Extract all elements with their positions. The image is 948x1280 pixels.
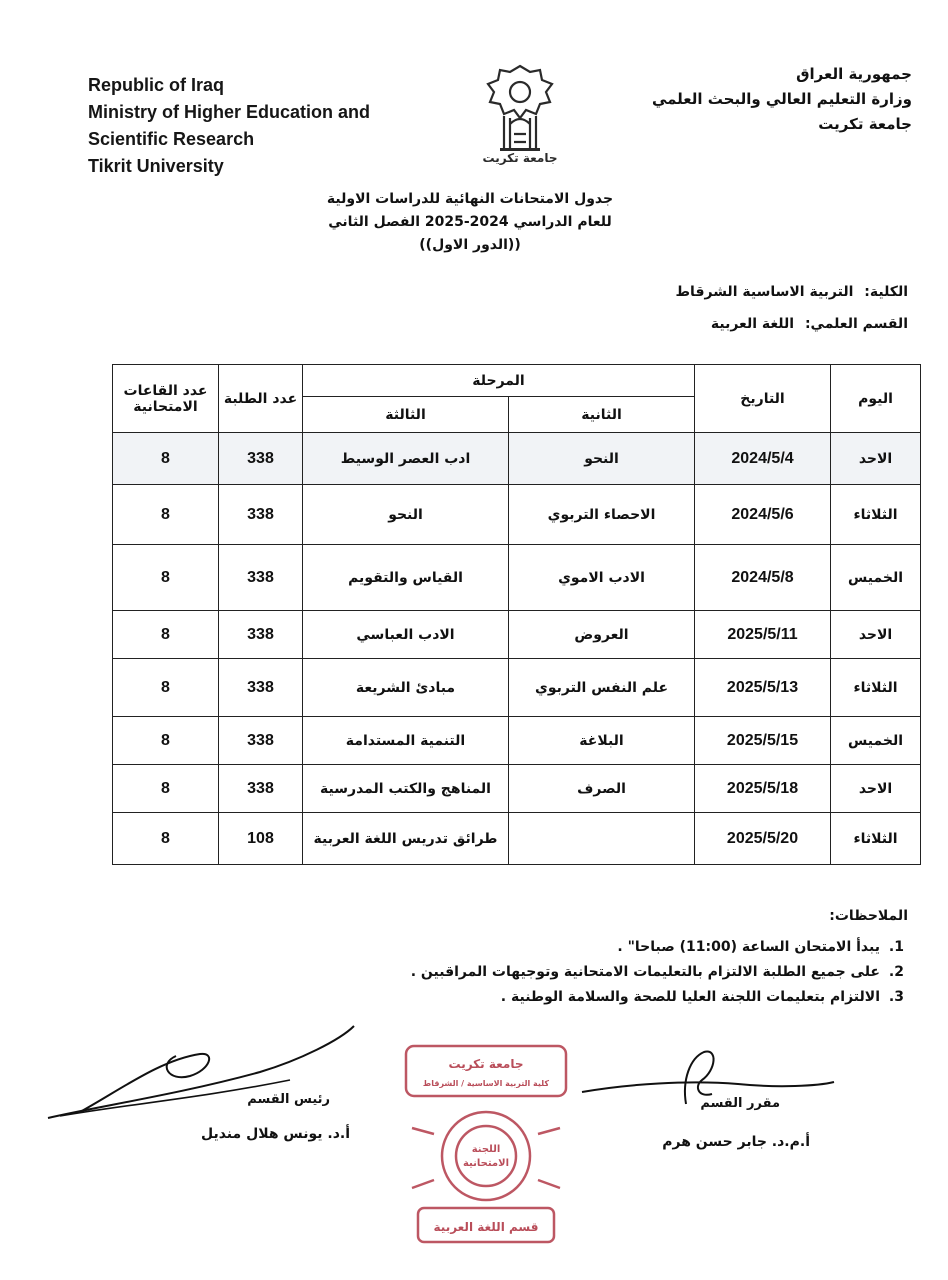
cell-students: 338 — [219, 717, 303, 765]
title-line-3: ((الدور الاول)) — [419, 237, 521, 253]
english-header-line-3: Scientific Research — [88, 129, 255, 149]
head-name: أ.د. يونس هلال منديل — [200, 1126, 350, 1142]
rapporteur-signature-scribble — [578, 1044, 838, 1124]
title-line-2: للعام الدراسي 2024-2025 الفصل الثاني — [328, 214, 612, 230]
cell-date: 2024/5/4 — [695, 433, 831, 485]
header-day: اليوم — [831, 365, 921, 433]
cell-third-stage: القياس والتقويم — [303, 545, 509, 611]
cell-halls: 8 — [113, 765, 219, 813]
stamp-text-1: جامعة تكريت — [448, 1057, 524, 1071]
english-header-line-4: Tikrit University — [88, 156, 224, 176]
college-value: التربية الاساسية الشرقاط — [675, 284, 854, 300]
rapporteur-title: مقرر القسم — [700, 1096, 780, 1111]
cell-halls: 8 — [113, 545, 219, 611]
document-title — [300, 188, 640, 257]
cell-date: 2025/5/20 — [695, 813, 831, 865]
cell-second-stage: علم النفس التربوي — [509, 659, 695, 717]
head-signature-scribble — [40, 1020, 360, 1124]
table-row — [113, 433, 921, 485]
cell-date: 2024/5/6 — [695, 485, 831, 545]
cell-day: الخميس — [831, 717, 921, 765]
cell-day: الاحد — [831, 433, 921, 485]
cell-second-stage: الادب الاموي — [509, 545, 695, 611]
cell-date: 2025/5/18 — [695, 765, 831, 813]
university-logo — [470, 58, 570, 168]
cell-halls: 8 — [113, 717, 219, 765]
cell-halls: 8 — [113, 433, 219, 485]
arabic-header — [652, 62, 912, 137]
department-label: القسم العلمي: — [804, 316, 908, 332]
header-halls: عدد القاعات الامتحانية — [113, 365, 219, 433]
arabic-header-line-3: جامعة تكريت — [818, 115, 912, 133]
cell-third-stage: الادب العباسي — [303, 611, 509, 659]
table-row — [113, 485, 921, 545]
title-line-1: جدول الامتحانات النهائية للدراسات الاولية — [326, 191, 614, 207]
cell-date: 2024/5/8 — [695, 545, 831, 611]
cell-third-stage: التنمية المستدامة — [303, 717, 509, 765]
stamp-text-5: قسم اللغة العربية — [433, 1220, 539, 1234]
cell-halls: 8 — [113, 659, 219, 717]
cell-date: 2025/5/11 — [695, 611, 831, 659]
cell-students: 338 — [219, 545, 303, 611]
cell-halls: 8 — [113, 485, 219, 545]
cell-third-stage: ادب العصر الوسيط — [303, 433, 509, 485]
cell-day: الاحد — [831, 765, 921, 813]
header-stage: المرحلة — [303, 365, 695, 397]
stamp-text-3: اللجنة — [471, 1144, 501, 1155]
english-header-line-2: Ministry of Higher Education and — [88, 102, 371, 122]
header-students: عدد الطلبة — [219, 365, 303, 433]
logo-text: جامعة تكريت — [482, 151, 558, 165]
cell-second-stage: البلاغة — [509, 717, 695, 765]
department-value: اللغة العربية — [710, 316, 795, 332]
header-date: التاريخ — [695, 365, 831, 433]
cell-second-stage — [509, 813, 695, 865]
notes-section — [88, 904, 908, 1010]
cell-day: الثلاثاء — [831, 659, 921, 717]
cell-halls: 8 — [113, 611, 219, 659]
stamp-text-2: كلية التربية الاساسية / الشرقاط — [422, 1079, 550, 1088]
exam-schedule-table — [112, 364, 921, 865]
arabic-header-line-1: جمهورية العراق — [796, 65, 912, 83]
note-item-2: 2. على جميع الطلبة الالتزام بالتعليمات الامتحانية وتوجيهات المراقبين . — [88, 960, 884, 985]
table-row — [113, 765, 921, 813]
english-header — [88, 72, 370, 180]
table-row — [113, 545, 921, 611]
cell-third-stage: المناهج والكتب المدرسية — [303, 765, 509, 813]
note-item-1: 1. يبدأ الامتحان الساعة (11:00) صباحا" . — [88, 935, 884, 960]
cell-date: 2025/5/13 — [695, 659, 831, 717]
stamp-text-4: الامتحانية — [462, 1158, 510, 1169]
header-second-stage: الثانية — [509, 397, 695, 433]
notes-title: الملاحظات: — [829, 908, 908, 924]
cell-students: 338 — [219, 611, 303, 659]
department-line — [711, 316, 908, 332]
cell-third-stage: النحو — [303, 485, 509, 545]
cell-second-stage: الصرف — [509, 765, 695, 813]
cell-second-stage: العروض — [509, 611, 695, 659]
cell-students: 338 — [219, 485, 303, 545]
cell-students: 338 — [219, 765, 303, 813]
cell-students: 108 — [219, 813, 303, 865]
arabic-header-line-2: وزارة التعليم العالي والبحث العلمي — [651, 90, 912, 108]
cell-students: 338 — [219, 433, 303, 485]
table-row — [113, 813, 921, 865]
college-label: الكلية: — [864, 284, 908, 300]
cell-second-stage: النحو — [509, 433, 695, 485]
table-row — [113, 611, 921, 659]
header-third-stage: الثالثة — [303, 397, 509, 433]
cell-students: 338 — [219, 659, 303, 717]
table-row — [113, 659, 921, 717]
cell-day: الاحد — [831, 611, 921, 659]
english-header-line-1: Republic of Iraq — [88, 75, 225, 95]
department-stamp — [398, 1038, 574, 1254]
cell-day: الثلاثاء — [831, 485, 921, 545]
cell-date: 2025/5/15 — [695, 717, 831, 765]
cell-third-stage: مبادئ الشريعة — [303, 659, 509, 717]
head-title: رئيس القسم — [247, 1092, 330, 1107]
note-item-3: 3. الالتزام بتعليمات اللجنة العليا للصحة والسلامة الوطنية . — [88, 985, 884, 1010]
rapporteur-name: أ.م.د. جابر حسن هرم — [662, 1134, 810, 1150]
cell-third-stage: طرائق تدريس اللغة العربية — [303, 813, 509, 865]
cell-day: الخميس — [831, 545, 921, 611]
table-row — [113, 717, 921, 765]
cell-day: الثلاثاء — [831, 813, 921, 865]
cell-second-stage: الاحصاء التربوي — [509, 485, 695, 545]
college-line — [676, 284, 908, 300]
notes-list — [88, 935, 908, 1010]
cell-halls: 8 — [113, 813, 219, 865]
